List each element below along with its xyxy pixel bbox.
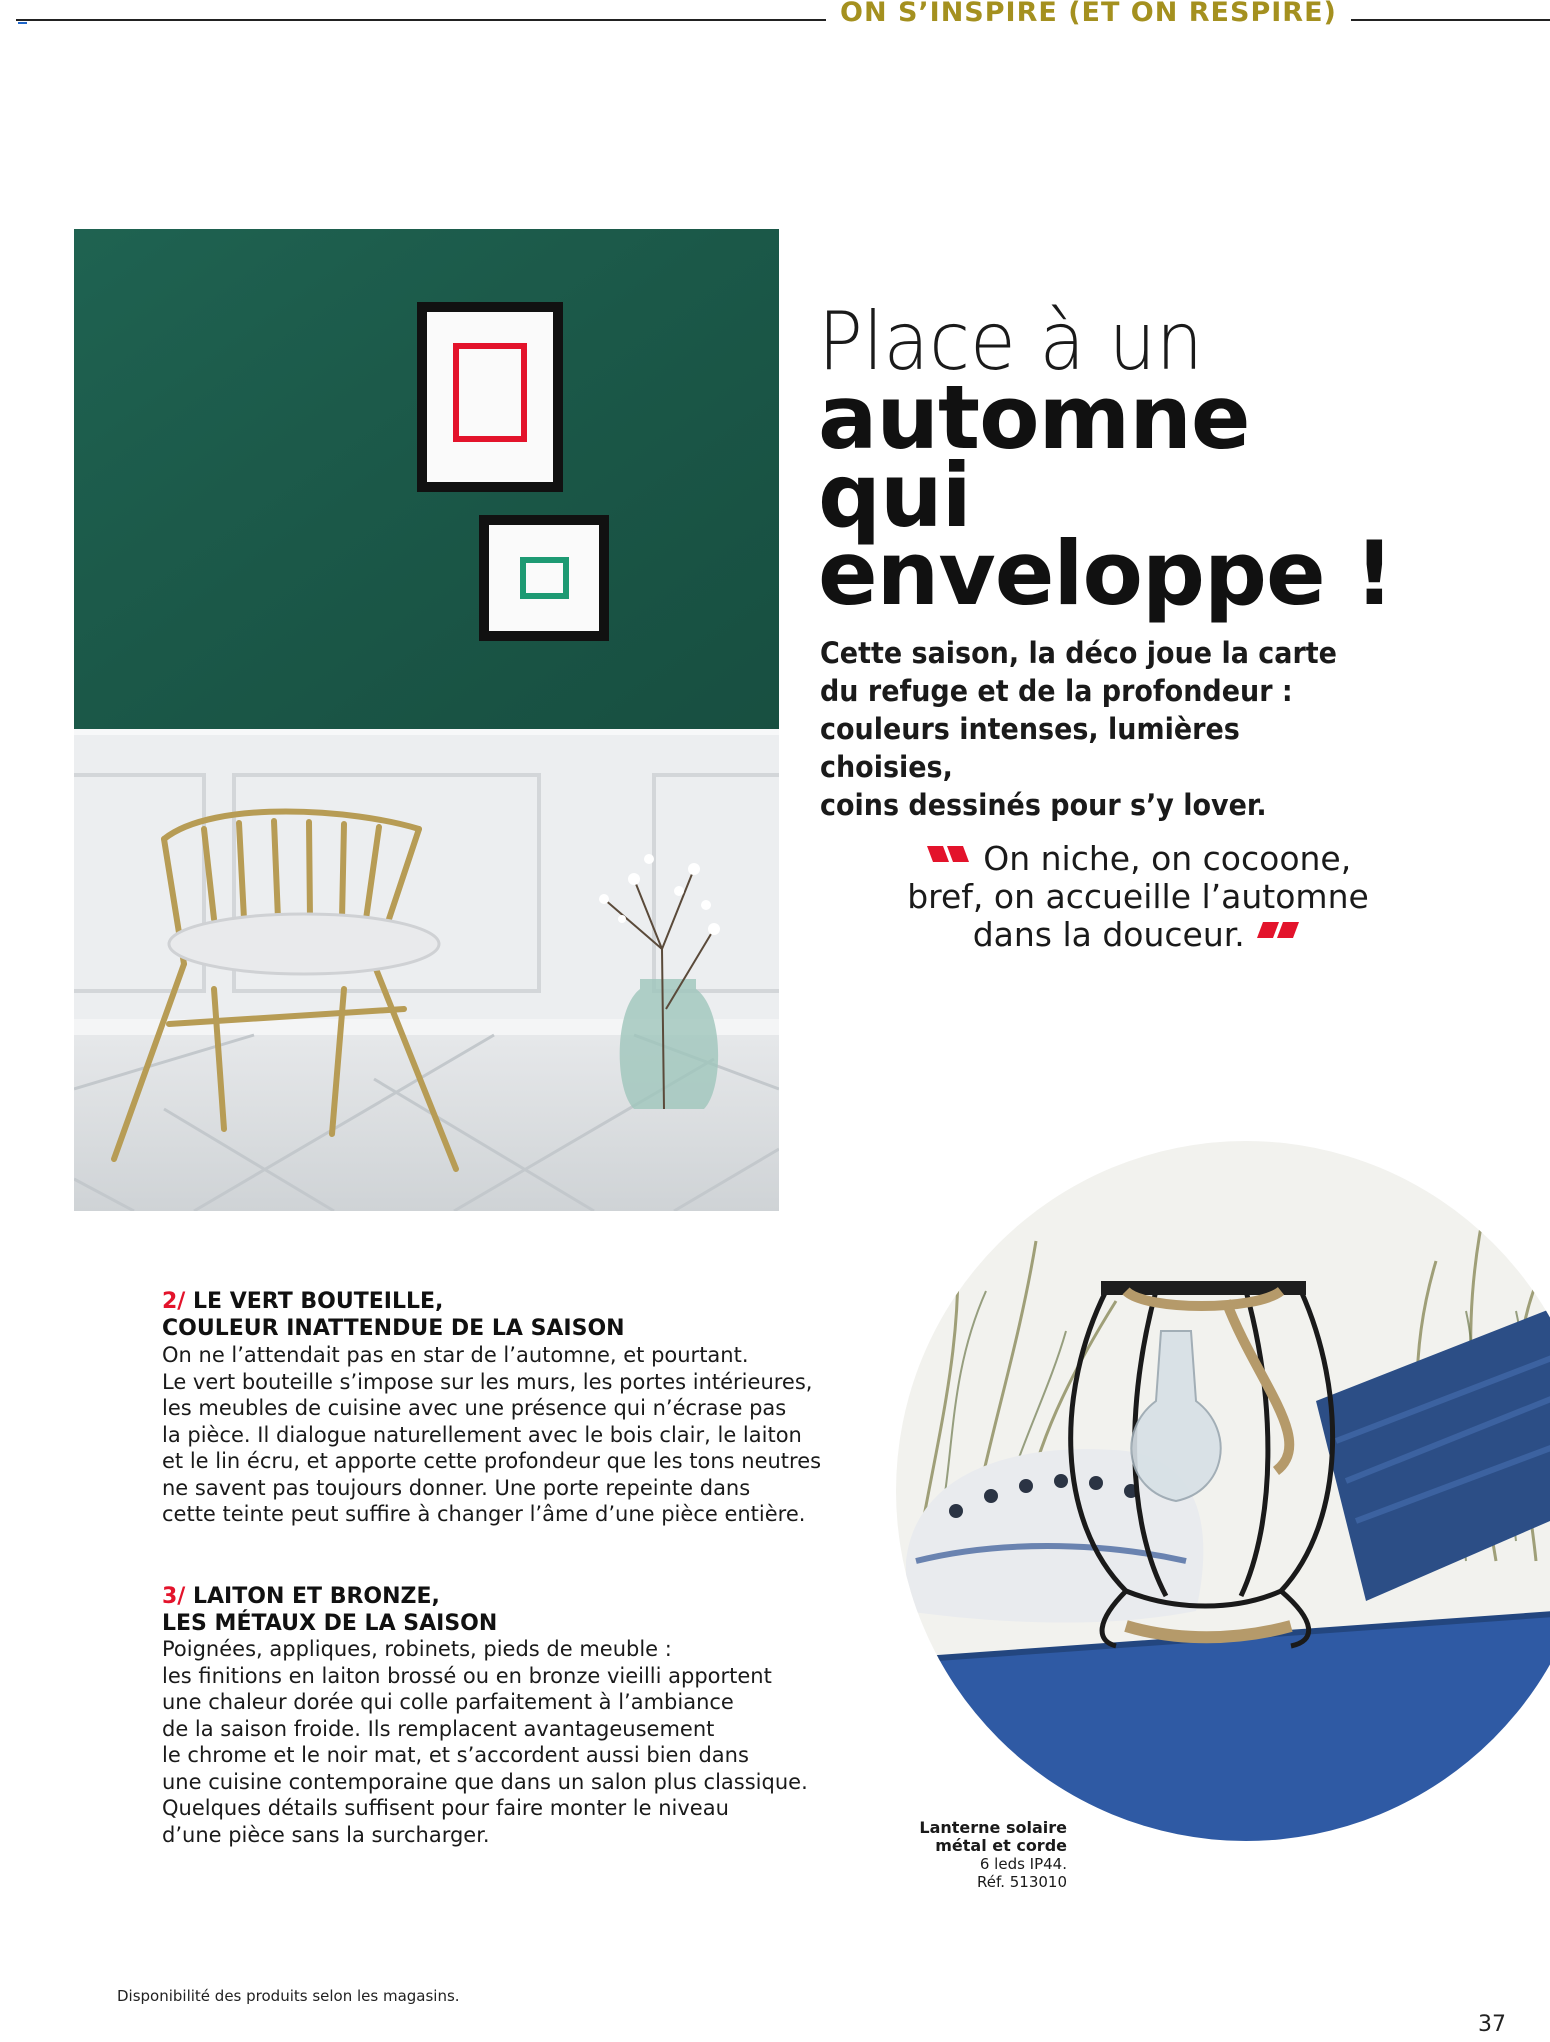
section-number: 3/	[162, 1584, 186, 1609]
section-title-3	[162, 1583, 497, 1637]
product-name-line-2: métal et corde	[935, 1836, 1067, 1855]
header-mark	[18, 22, 27, 24]
section-title-line	[162, 1583, 497, 1610]
intro-line: coins dessinés pour s’y lover.	[820, 788, 1267, 822]
page-number: 37	[1478, 2012, 1506, 2037]
headline-bold-1: automne	[818, 366, 1250, 469]
section-kicker: ON S’INSPIRE (ET ON RESPIRE)	[826, 0, 1351, 30]
section-title-2	[162, 1288, 625, 1342]
main-photo	[74, 229, 779, 1211]
product-spec: 6 leds IP44.	[979, 1855, 1067, 1873]
quote-line	[858, 840, 1418, 878]
headline-bold-2: qui	[818, 444, 971, 547]
intro-line: du refuge et de la profondeur :	[820, 674, 1293, 708]
headline-bold-3: enveloppe !	[818, 522, 1394, 625]
pull-quote	[858, 840, 1418, 954]
product-reference: Réf. 513010	[977, 1873, 1067, 1891]
quote-line-3: dans la douceur.	[972, 915, 1245, 954]
quote-line	[858, 916, 1418, 954]
availability-note: Disponibilité des produits selon les magasins.	[117, 1987, 460, 2005]
close-quote-icon	[1255, 920, 1303, 940]
section-title-line-2: COULEUR INATTENDUE DE LA SAISON	[162, 1316, 625, 1341]
section-title-text: LE VERT BOUTEILLE,	[193, 1289, 444, 1314]
section-body-3: Poignées, appliques, robinets, pieds de meuble : les finitions en laiton brossé ou en bronze vieilli apportent une chaleur dorée qui colle parfaitement à l’ambiance de la saison froide. Ils remplacent avantageusement le chrome et le noir mat, et s’accordent aussi bien dans une cuisine contemporaine que dans un salon plus classique. Quelques détails suffisent pour faire monter le niveau d’une pièce sans la surcharger.	[162, 1637, 808, 1847]
quote-line-2: bref, on accueille l’automne	[907, 877, 1369, 916]
section-number: 2/	[162, 1289, 186, 1314]
intro-line: couleurs intenses, lumières choisies,	[820, 712, 1240, 784]
product-name-line-1: Lanterne solaire	[919, 1818, 1067, 1837]
section-title-line-2: LES MÉTAUX DE LA SAISON	[162, 1611, 498, 1636]
round-photo	[896, 1141, 1550, 1841]
product-caption	[790, 1819, 1067, 1891]
intro-paragraph	[820, 634, 1341, 824]
section-title-line	[162, 1288, 625, 1315]
quote-line-1: On niche, on cocoone,	[983, 839, 1352, 878]
section-title-text: LAITON ET BRONZE,	[193, 1584, 440, 1609]
section-body-2: On ne l’attendait pas en star de l’automne, et pourtant. Le vert bouteille s’impose sur les murs, les portes intérieures, les meubles de cuisine avec une présence qui n’écrase pas la pièce. Il dialogue naturellement avec le bois clair, le laiton et le lin écru, et apporte cette profondeur que les tons neutres ne savent pas toujours donner. Une porte repeinte dans cette teinte peut suffire à changer l’âme d’une pièce entière.	[162, 1343, 822, 1526]
intro-line: Cette saison, la déco joue la carte	[820, 636, 1337, 670]
open-quote-icon	[925, 844, 973, 864]
headline-light: Place à un	[818, 295, 1204, 388]
